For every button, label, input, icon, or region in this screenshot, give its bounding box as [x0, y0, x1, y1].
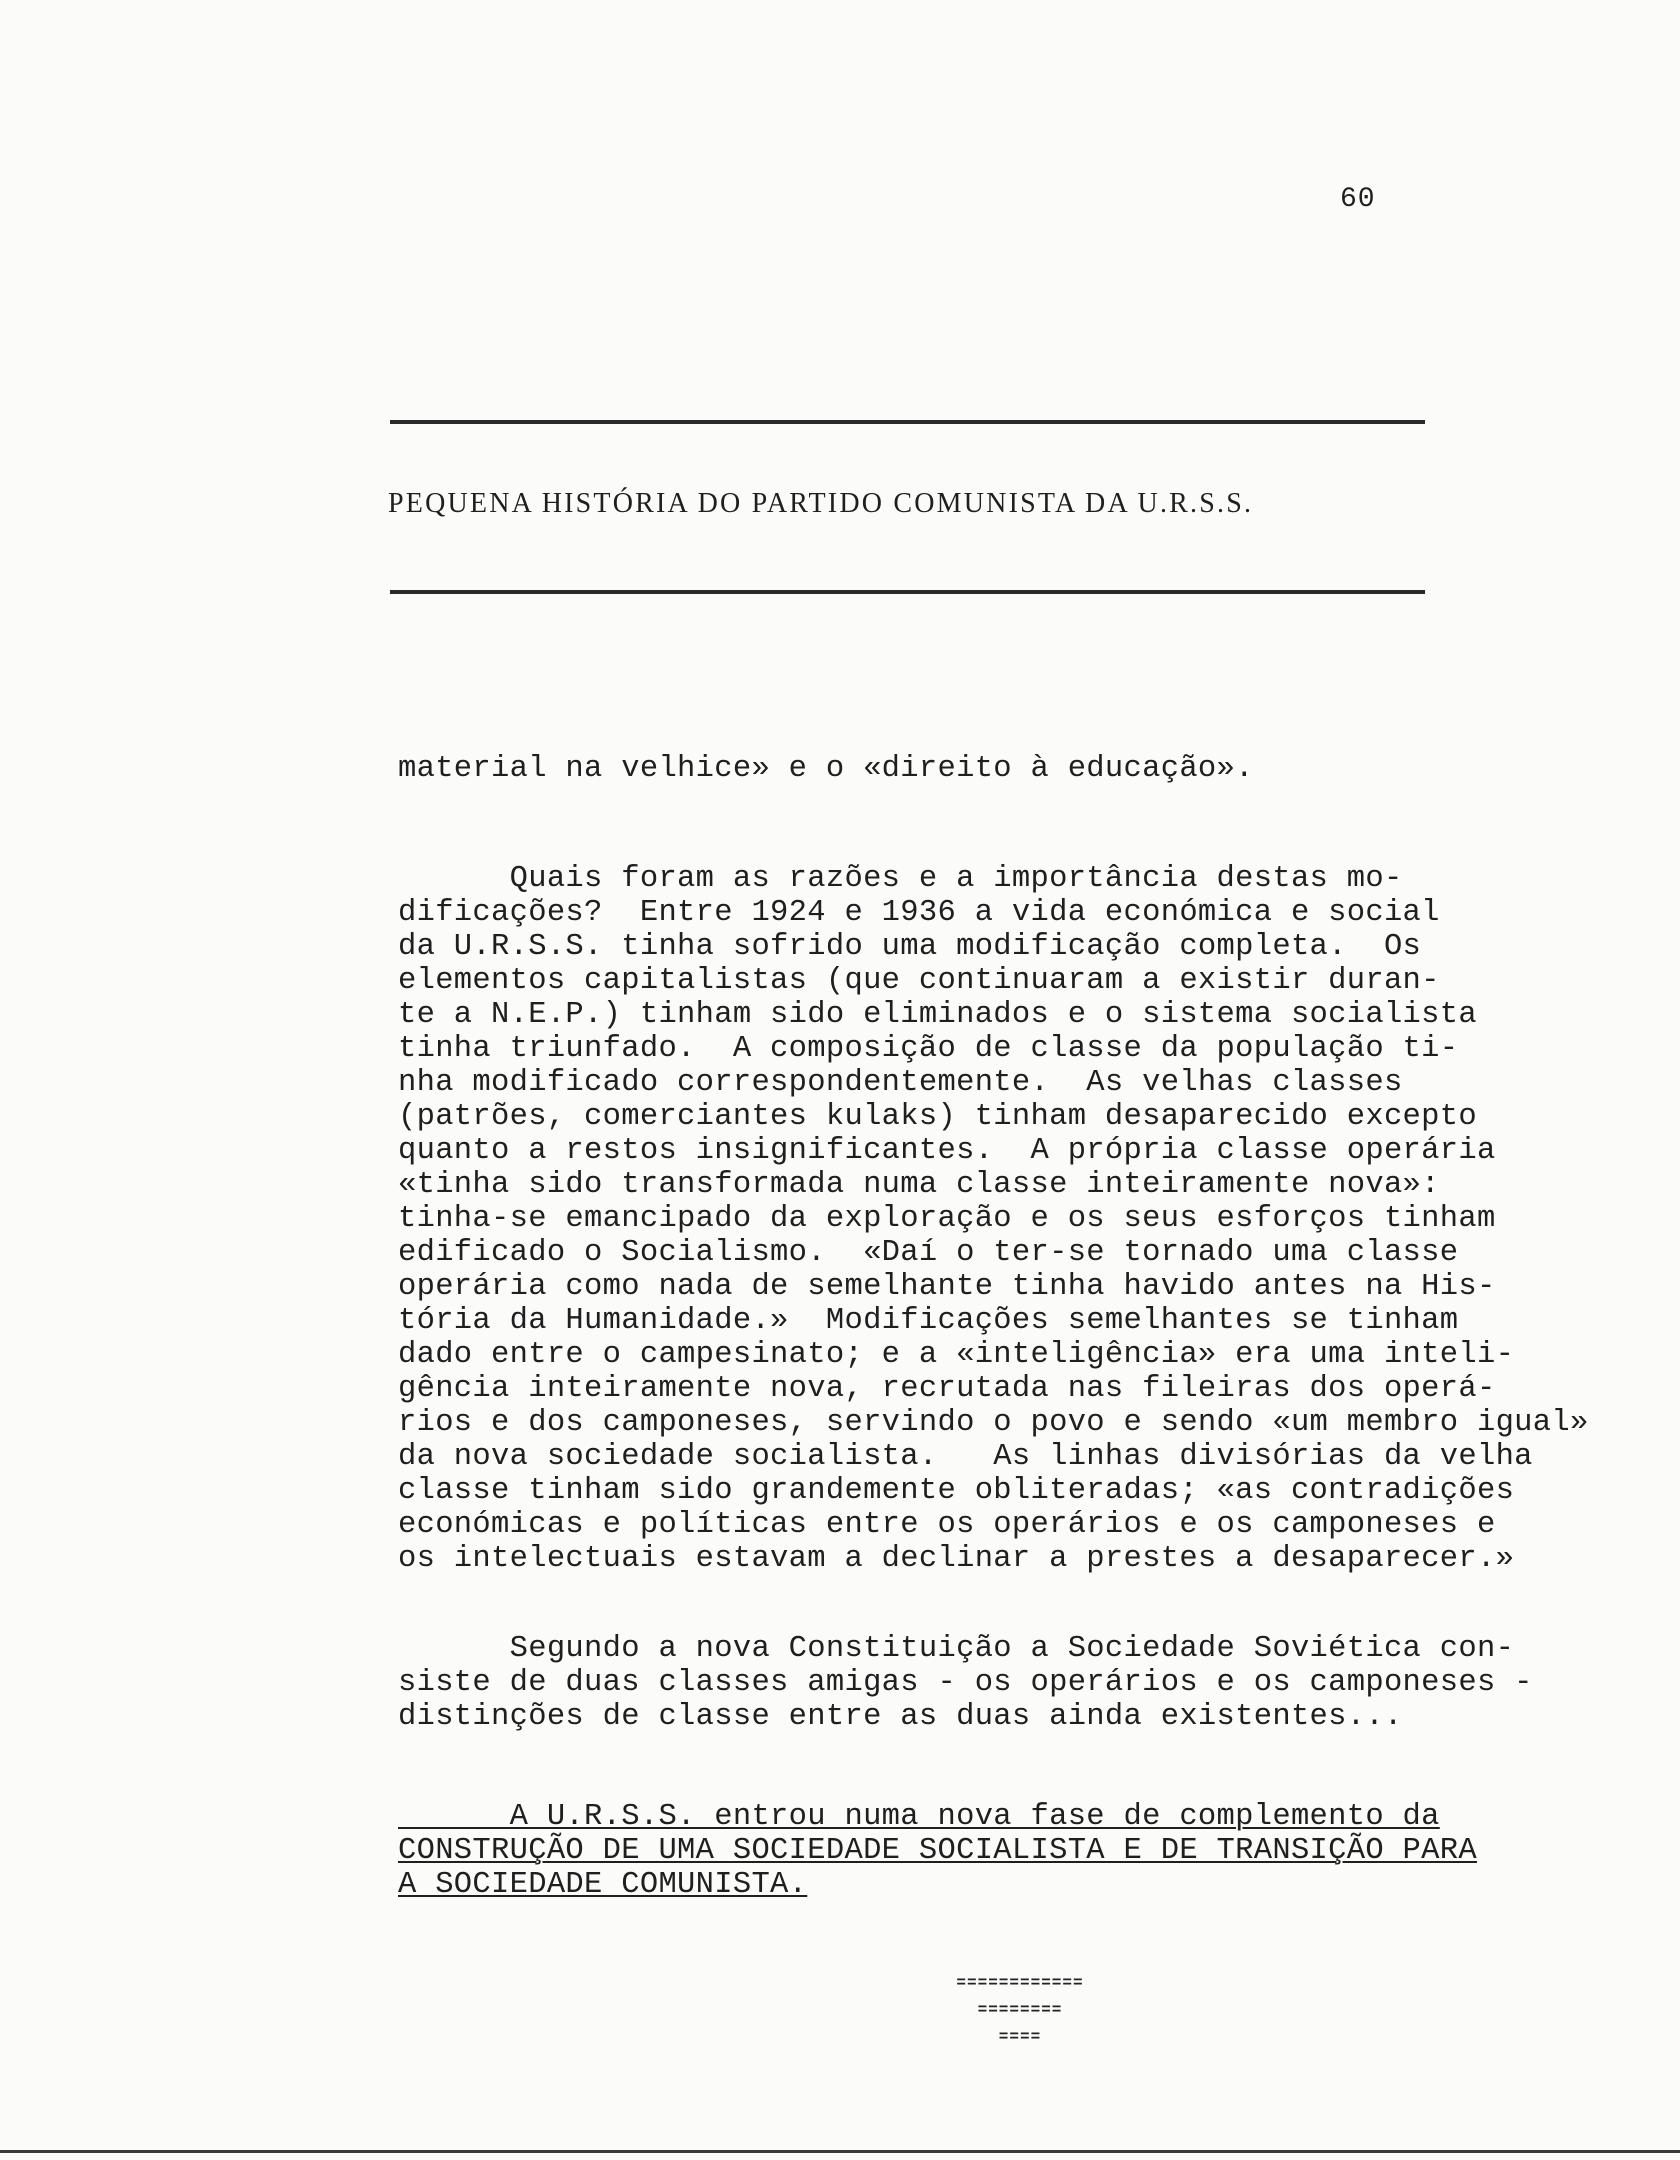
paragraph-constitution: Segundo a nova Constituição a Sociedade Soviética con- siste de duas classes amigas - os operários e os camponeses - distinções de classe entre as duas ainda existentes...	[398, 1632, 1533, 1734]
paragraph-continuation: material na velhice» e o «direito à educação».	[398, 752, 1254, 786]
running-header-title: PEQUENA HISTÓRIA DO PARTIDO COMUNISTA DA U.R.S.S.	[388, 488, 1254, 519]
header-rule-bottom	[390, 590, 1425, 594]
page-number: 60	[1340, 184, 1376, 215]
header-rule-top	[390, 420, 1425, 424]
closing-separator-marks: ============ ======== ====	[956, 1974, 1084, 2046]
paragraph-new-phase: A U.R.S.S. entrou numa nova fase de complemento da CONSTRUÇÃO DE UMA SOCIEDADE SOCIALISTA E DE TRANSIÇÃO PARA A SOCIEDADE COMUNISTA.	[398, 1800, 1477, 1902]
page-bottom-edge-line	[0, 2150, 1680, 2153]
paragraph-modifications: Quais foram as razões e a importância destas mo- dificações? Entre 1924 e 1936 a vida económica e social da U.R.S.S. tinha sofrido uma modificação completa. Os elementos capitalistas (que continuaram a existir duran- te a N.E.P.) tinham sido eliminados e o sistema socialista tinha triunfado. A composição de classe da população ti- nha modificado correspondentemente. As velhas classes (patrões, comerciantes kulaks) tinham desaparecido excepto quanto a restos insignificantes. A própria classe operária «tinha sido transformada numa classe inteiramente nova»: tinha-se emancipado da exploração e os seus esforços tinham edificado o Socialismo. «Daí o ter-se tornado uma classe operária como nada de semelhante tinha havido antes na His- tória da Humanidade.» Modificações semelhantes se tinham dado entre o campesinato; e a «inteligência» era uma inteli- gência inteiramente nova, recrutada nas fileiras dos operá- rios e dos camponeses, servindo o povo e sendo «um membro igual» da nova sociedade socialista. As linhas divisórias da velha classe tinham sido grandemente obliteradas; «as contradições económicas e políticas entre os operários e os camponeses e os intelectuais estavam a declinar a prestes a desaparecer.»	[398, 862, 1589, 1576]
